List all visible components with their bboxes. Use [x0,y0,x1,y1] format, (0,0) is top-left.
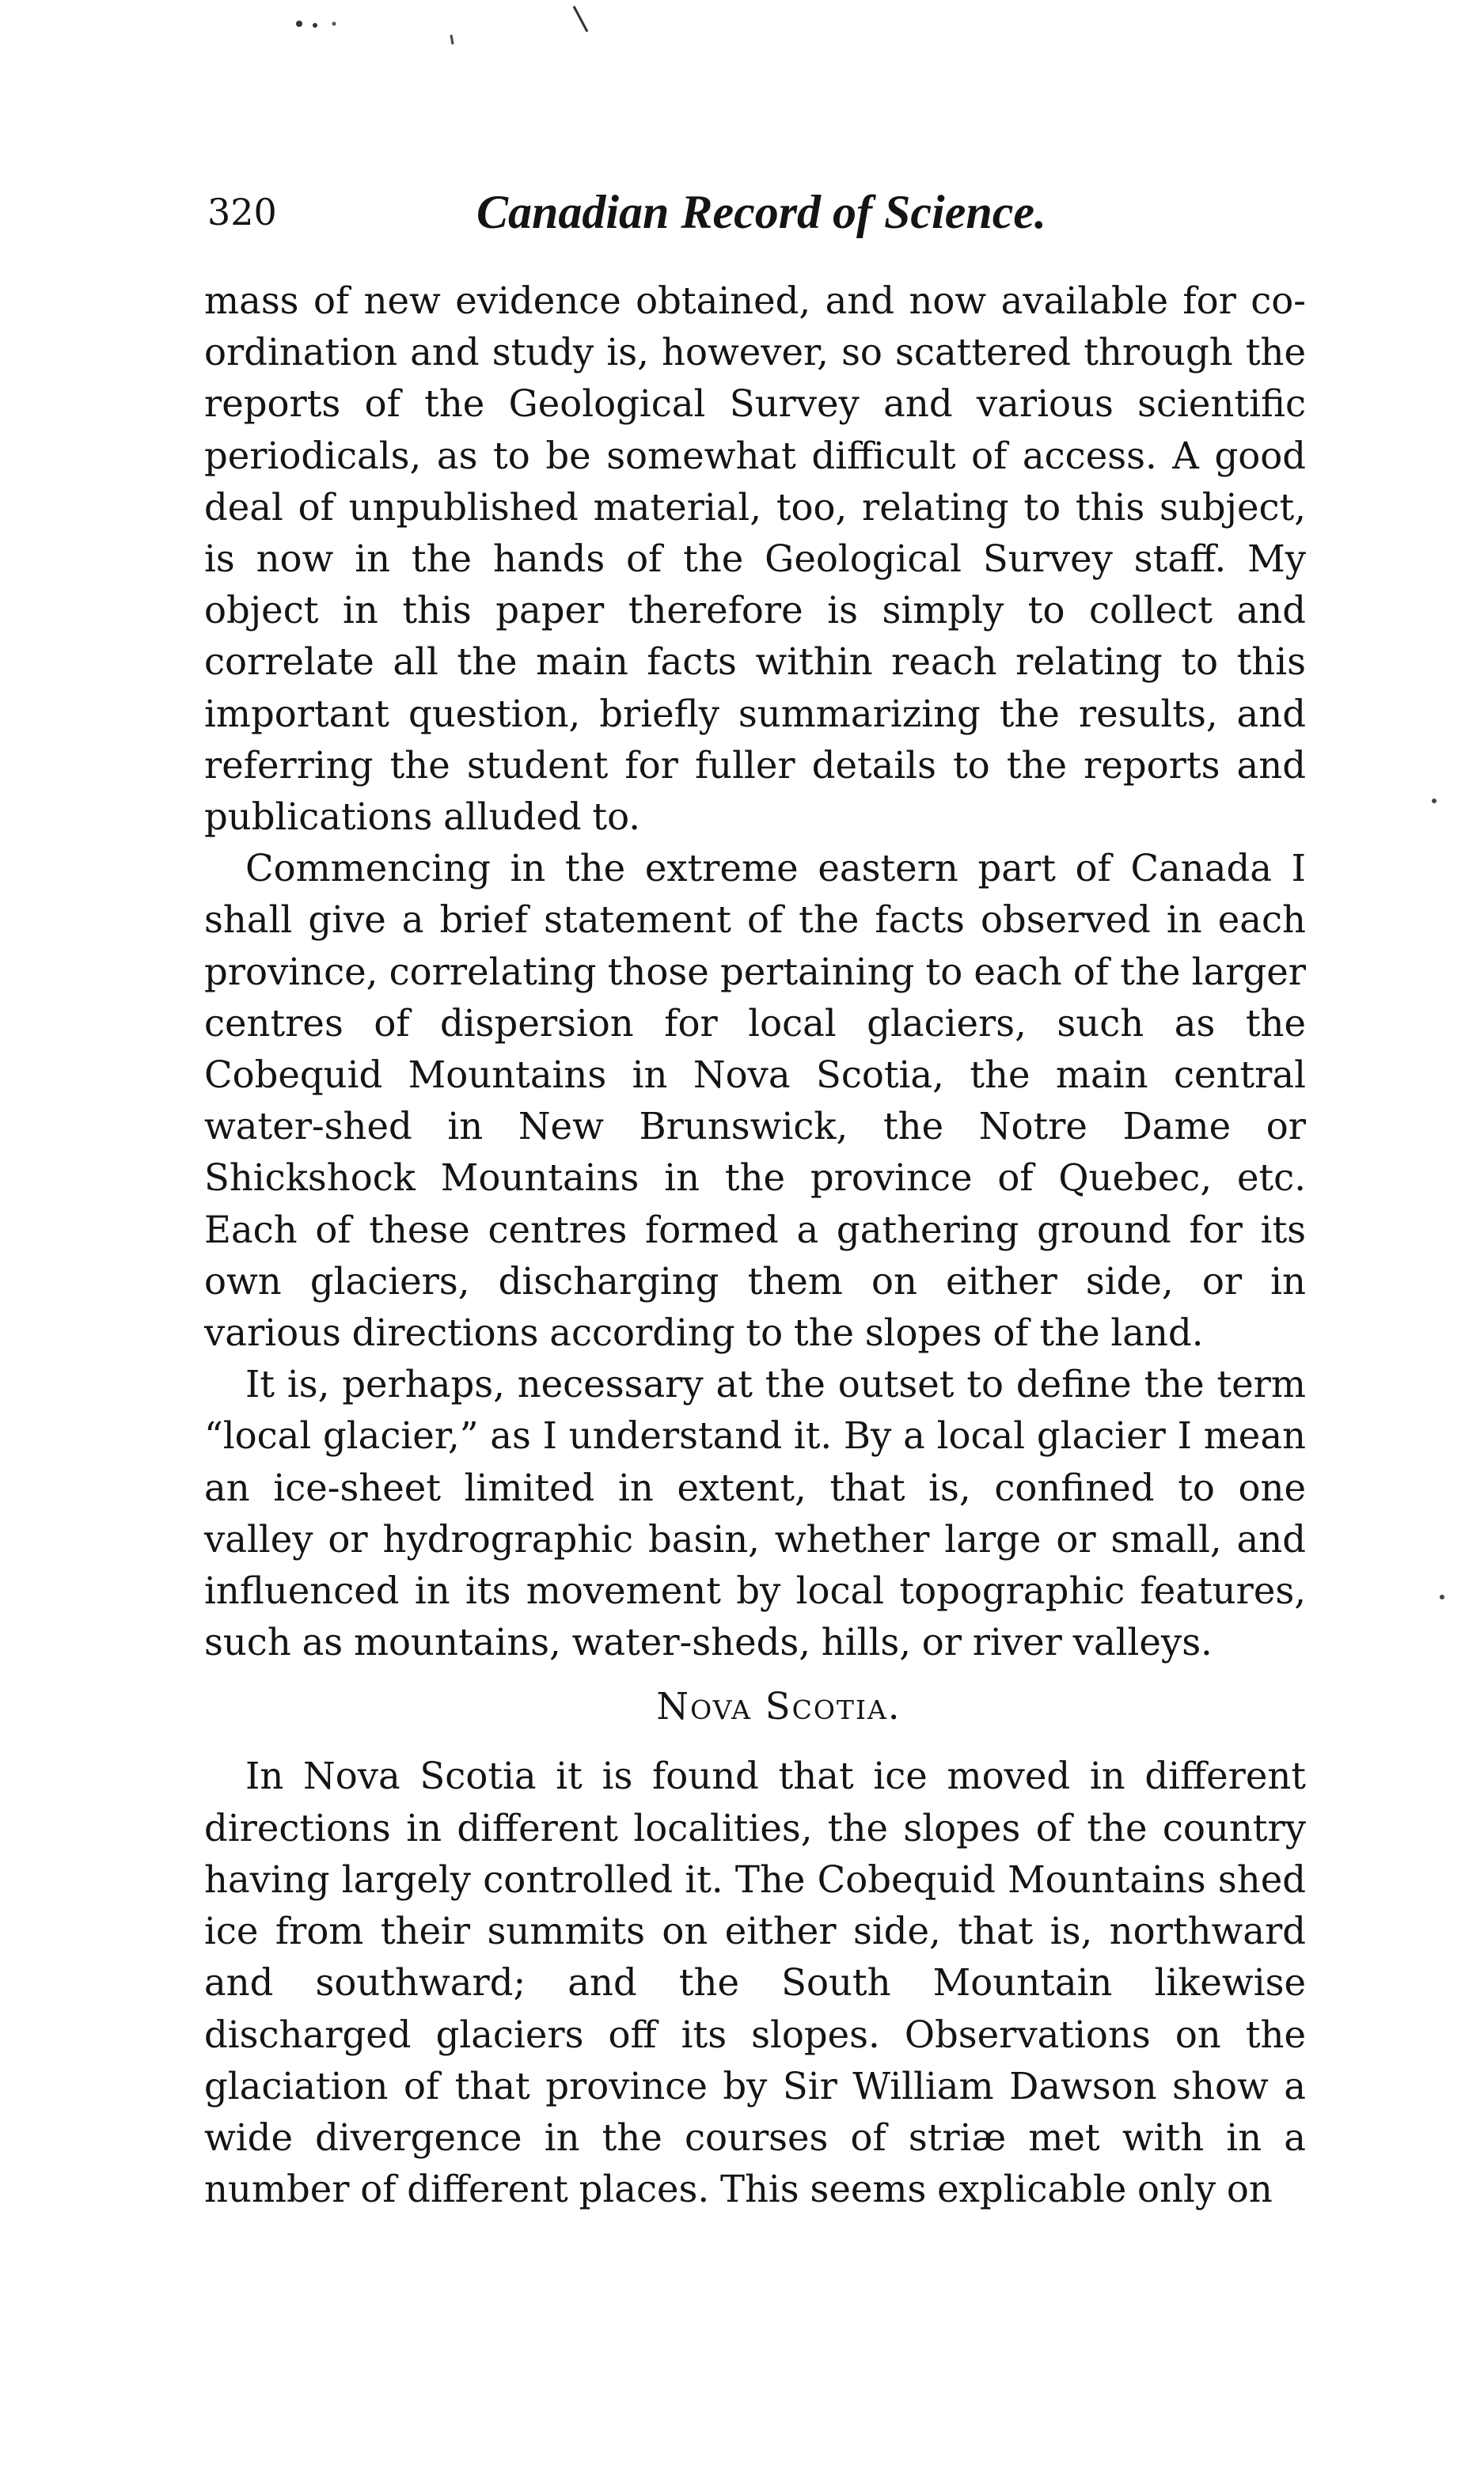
paragraph: Commencing in the extreme eastern part of Canada I shall give a brief statement of the facts observed in each province, correlating those pertaining to each of the larger centres of dispersion for local glaciers, such as the Cobequid Mountains in Nova Scotia, the main central water-shed in New Brunswick, the Notre Dame or Shickshock Mountains in the province of Quebec, etc. Each of these centres formed a gathering ground for its own glaciers, discharging them on either side, or in various directions according to the slopes of the land. [204,847,1306,1355]
scan-speck [574,6,587,32]
scan-speck [1432,799,1437,803]
paragraph: It is, perhaps, necessary at the outset to define the term “local glacier,” as I understand it. By a local glacier I mean an ice-sheet limited in extent, that is, confined to one valley or hydrographic basin, whether large or small, and influenced in its movement by local topographic features, such as mountains, water-sheds, hills, or river valleys. [204,1363,1306,1664]
page-number: 320 [207,191,277,233]
running-title: Canadian Record of Science. [476,186,1046,238]
section-heading: Nova Scotia. [656,1685,901,1728]
page-body [204,275,1306,2215]
scan-speck [332,22,336,26]
scan-speck [313,23,317,28]
scan-speck [1440,1595,1444,1599]
paragraph: mass of new evidence obtained, and now available for co-ordination and study is, however, so scattered through the reports of the Geological Survey and various scientific periodicals, as to be somewhat difficult of access. A good deal of unpublished material, too, relating to this subject, is now in the hands of the Geological Survey staff. My object in this paper therefore is simply to collect and correlate all the main facts within reach relating to this important question, briefly summarizing the results, and referring the student for fuller details to the reports and publications alluded to. [204,279,1306,839]
scan-speck [451,35,453,44]
scan-speck [296,21,302,27]
page-header [207,188,1308,252]
paragraph: In Nova Scotia it is found that ice moved in different directions in different localities, the slopes of the country having largely controlled it. The Cobequid Mountains shed ice from their summits on either side, that is, northward and southward; and the South Mountain likewise discharged glaciers off its slopes. Observations on the glaciation of that province by Sir William Dawson show a wide divergence in the courses of striæ met with in a number of different places. This seems explicable only on [204,1755,1306,2211]
